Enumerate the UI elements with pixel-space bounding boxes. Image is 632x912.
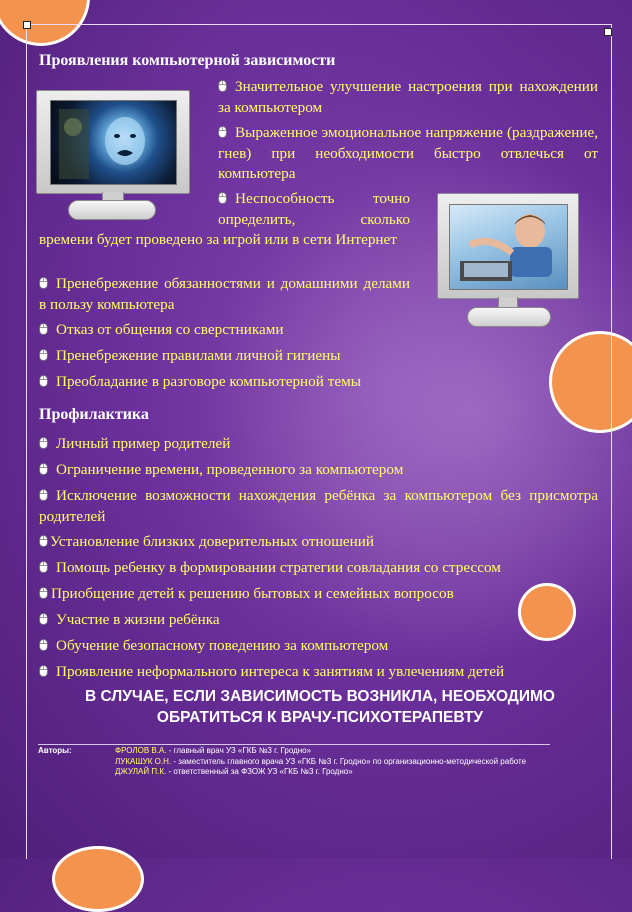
author-entry	[115, 746, 600, 757]
prevention-item: Проявление неформального интереса к занятиям и увлечениям детей	[39, 662, 599, 683]
angry-child-figure	[51, 101, 176, 184]
mouse-icon	[39, 349, 48, 361]
mouse-icon	[39, 463, 48, 475]
author-role: - заместитель главного врача УЗ «ГКБ №3 г. Гродно» по организационно-методической работе	[171, 756, 527, 766]
mouse-icon	[39, 561, 48, 573]
monitor-illustration-left	[36, 90, 192, 222]
child-at-laptop-photo	[449, 204, 568, 290]
mouse-icon	[218, 80, 227, 92]
warning-line-1: В СЛУЧАЕ, ЕСЛИ ЗАВИСИМОСТЬ ВОЗНИКЛА, НЕОБХОДИМО	[85, 688, 555, 705]
monitor-stand	[68, 200, 156, 220]
author-name: ДЖУЛАЙ П.К.	[115, 767, 167, 776]
mouse-icon	[39, 437, 48, 449]
mouse-icon	[218, 192, 227, 204]
therapist-warning	[40, 686, 600, 728]
monitor-stand	[467, 307, 551, 327]
manifestation-item-continuation: времени будет проведено за игрой или в сети Интернет	[39, 231, 397, 248]
monitor-bezel	[437, 193, 579, 299]
mouse-icon	[39, 489, 48, 501]
mouse-icon	[39, 665, 48, 677]
monitor-bezel	[36, 90, 190, 194]
prevention-item: Обучение безопасному поведению за компьютером	[39, 636, 519, 657]
authors-divider	[38, 744, 550, 745]
authors-label: Авторы:	[38, 746, 72, 755]
manifestation-item: Отказ от общения со сверстниками	[39, 320, 410, 341]
prevention-heading: Профилактика	[39, 406, 149, 423]
manifestation-item: Выраженное эмоциональное напряжение (раздражение, гнев) при необходимости быстро отвлечься от компьютера	[218, 124, 598, 182]
prevention-item: Личный пример родителей	[39, 434, 519, 455]
mouse-icon	[39, 587, 48, 599]
prevention-item: Участие в жизни ребёнка	[39, 610, 519, 631]
manifestation-item: Пренебрежение правилами личной гигиены	[39, 346, 410, 367]
manifestation-item: Преобладание в разговоре компьютерной темы	[39, 372, 439, 393]
author-name: ФРОЛОВ В.А.	[115, 746, 167, 755]
mouse-icon	[39, 535, 48, 547]
frame-corner-marker	[604, 28, 612, 36]
prevention-item: Исключение возможности нахождения ребёнка за компьютером без присмотра родителей	[39, 487, 598, 525]
warning-line-2: ОБРАТИТЬСЯ К ВРАЧУ-ПСИХОТЕРАПЕВТУ	[156, 709, 484, 726]
mouse-icon	[39, 639, 48, 651]
mouse-icon	[39, 375, 48, 387]
mouse-icon	[39, 323, 48, 335]
child-laptop-figure	[450, 205, 567, 289]
prevention-item: Ограничение времени, проведенного за компьютером	[39, 460, 519, 481]
prevention-item: Помощь ребенку в формировании стратегии совладания со стрессом	[39, 558, 569, 579]
monitor-illustration-right	[437, 193, 583, 333]
authors-list	[115, 746, 600, 778]
mouse-icon	[39, 277, 48, 289]
manifestation-item: Пренебрежение обязанностями и домашними делами в пользу компьютера	[39, 275, 410, 313]
mouse-icon	[218, 126, 227, 138]
manifestation-item: Неспособность точно определить, сколько	[218, 190, 410, 228]
manifestation-item: Значительное улучшение настроения при нахождении за компьютером	[218, 78, 598, 116]
author-role: - главный врач УЗ «ГКБ №3 г. Гродно»	[166, 746, 312, 755]
prevention-item: Установление близких доверительных отношений	[39, 532, 519, 553]
prevention-item: Приобщение детей к решению бытовых и семейных вопросов	[39, 584, 519, 605]
author-role: - ответственный за ФЗОЖ УЗ «ГКБ №3 г. Гродно»	[166, 767, 353, 776]
manifestations-heading: Проявления компьютерной зависимости	[39, 52, 336, 69]
angry-child-photo	[50, 100, 177, 185]
author-name: ЛУКАШУК О.Н.	[115, 756, 172, 766]
author-entry	[115, 757, 600, 768]
frame-corner-marker	[23, 21, 31, 29]
mouse-icon	[39, 613, 48, 625]
author-entry	[115, 767, 600, 778]
